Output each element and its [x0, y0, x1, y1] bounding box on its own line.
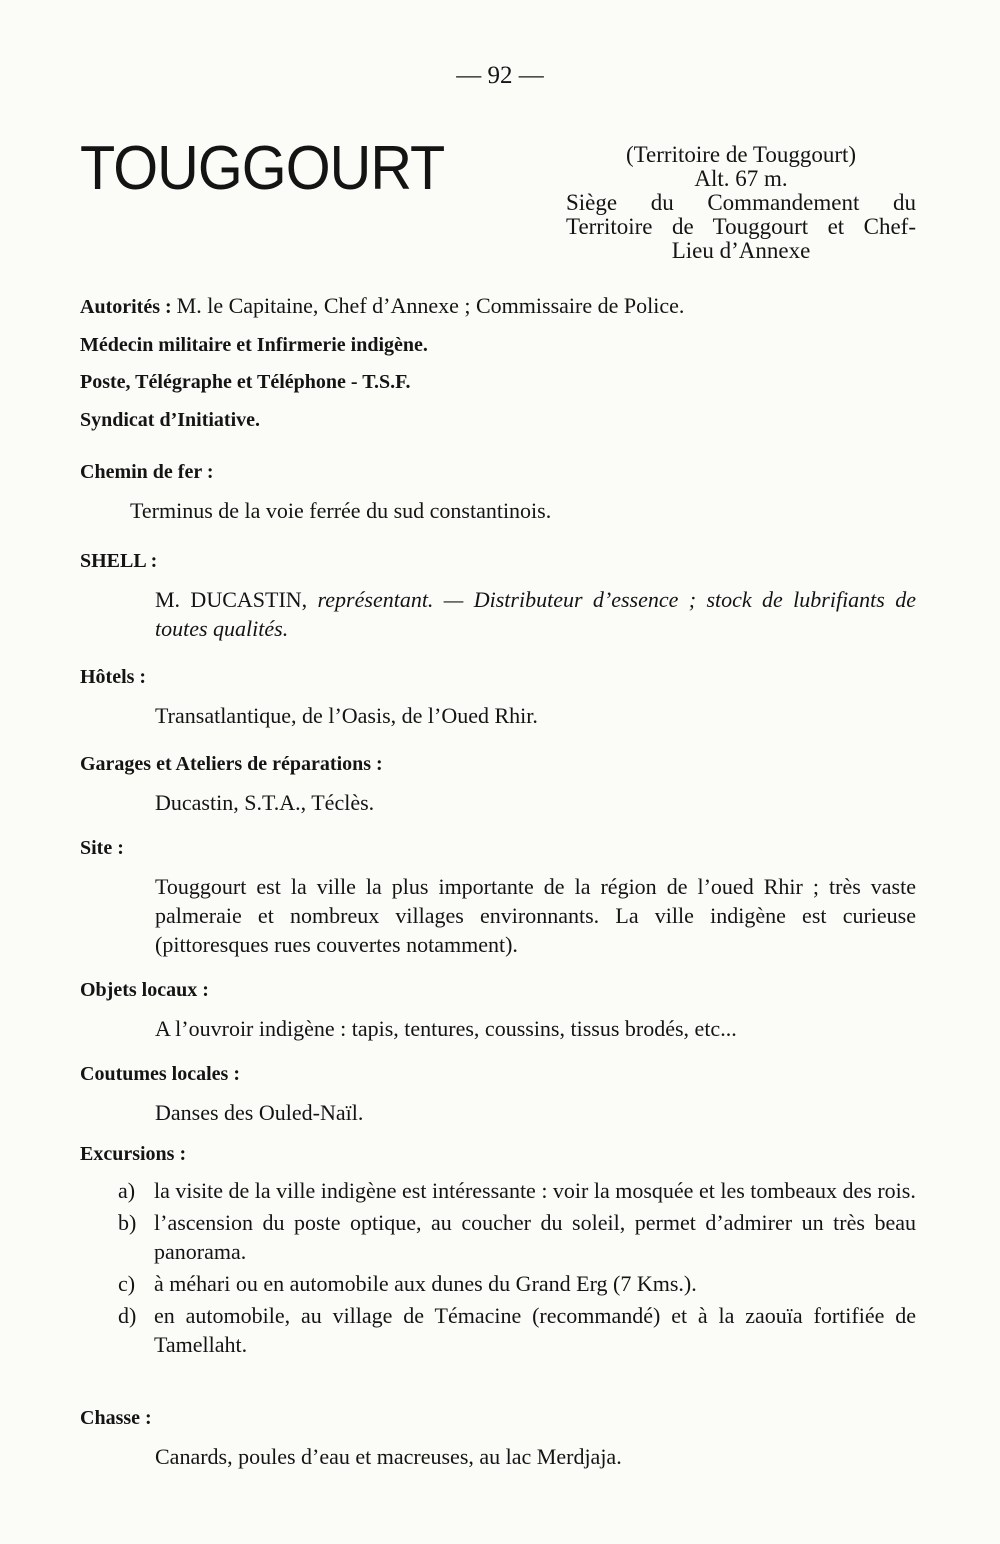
- hotels-section: [80, 665, 916, 730]
- list-item-text: à méhari ou en automobile aux dunes du Grand Erg (7 Kms.).: [154, 1271, 697, 1296]
- hunting-text: Canards, poules d’eau et macreuses, au lac Merdjaja.: [155, 1444, 622, 1469]
- authorities-section: [80, 294, 916, 319]
- list-item-key: c): [118, 1271, 136, 1296]
- customs-section: [80, 1062, 916, 1127]
- excursions-section: [80, 1142, 916, 1359]
- list-item-key: b): [118, 1210, 137, 1235]
- list-item: [118, 1301, 916, 1359]
- garages-text: Ducastin, S.T.A., Téclès.: [155, 790, 375, 815]
- shell-section: [80, 549, 916, 643]
- garages-section: [80, 752, 916, 817]
- shell-name: M. DUCASTIN,: [155, 587, 308, 612]
- excursions-list: [80, 1176, 916, 1359]
- list-item: [118, 1208, 916, 1266]
- syndicate-section: [80, 408, 916, 432]
- shell-body: [155, 585, 916, 643]
- list-item-text: en automobile, au village de Témacine (recommandé) et à la zaouïa fortifiée de Tamellaht.: [154, 1303, 916, 1357]
- site-label: Site :: [80, 837, 124, 859]
- seat-line-1: Siège du Commandement du: [566, 190, 916, 215]
- list-item: [118, 1176, 916, 1205]
- post-section: [80, 370, 916, 394]
- garages-label: Garages et Ateliers de réparations :: [80, 753, 383, 775]
- seat-line-3: Lieu d’Annexe: [671, 238, 811, 263]
- excursions-label: Excursions :: [80, 1143, 187, 1165]
- railway-text: Terminus de la voie ferrée du sud constantinois.: [130, 498, 552, 523]
- list-item-text: la visite de la ville indigène est intéressante : voir la mosquée et les tombeaux des rois.: [154, 1178, 916, 1203]
- site-text: Touggourt est la ville la plus importante de la région de l’oued Rhir ; très vaste palmeraie et nombreux villages environnants. La ville indigène est curieuse (pittoresques rues couvertes notamment).: [155, 874, 916, 957]
- territory-line: (Territoire de Touggourt): [625, 142, 857, 167]
- shell-text: représentant. — Distributeur d’essence ; stock de lubrifiants de toutes qualités.: [155, 587, 916, 641]
- objects-label: Objets locaux :: [80, 979, 209, 1001]
- medical-section: [80, 333, 916, 357]
- shell-label: SHELL :: [80, 550, 158, 572]
- syndicate-text: Syndicat d’Initiative.: [80, 409, 261, 431]
- page-number: — 92 —: [456, 62, 544, 89]
- list-item: [118, 1269, 916, 1298]
- objects-section: [80, 978, 916, 1043]
- site-section: [80, 836, 916, 959]
- hotels-label: Hôtels :: [80, 666, 147, 688]
- list-item-key: a): [118, 1178, 136, 1203]
- railway-label: Chemin de fer :: [80, 461, 214, 483]
- header-info: [566, 143, 916, 263]
- page-title: TOUGGOURT: [80, 134, 445, 203]
- customs-text: Danses des Ouled-Naïl.: [155, 1100, 364, 1125]
- seat-line-2: Territoire de Touggourt et Chef-: [566, 214, 916, 239]
- post-text: Poste, Télégraphe et Téléphone - T.S.F.: [80, 371, 411, 393]
- medical-text: Médecin militaire et Infirmerie indigène.: [80, 334, 428, 356]
- railway-section: [80, 460, 916, 525]
- hunting-section: [80, 1406, 916, 1471]
- list-item-key: d): [118, 1303, 137, 1328]
- hotels-text: Transatlantique, de l’Oasis, de l’Oued Rhir.: [155, 703, 538, 728]
- hunting-label: Chasse :: [80, 1407, 152, 1429]
- authorities-text: M. le Capitaine, Chef d’Annexe ; Commissaire de Police.: [176, 293, 685, 318]
- altitude-line: Alt. 67 m.: [694, 166, 788, 191]
- list-item-text: l’ascension du poste optique, au coucher du soleil, permet d’admirer un très beau panorama.: [154, 1210, 916, 1264]
- objects-text: A l’ouvroir indigène : tapis, tentures, coussins, tissus brodés, etc...: [155, 1016, 737, 1041]
- customs-label: Coutumes locales :: [80, 1063, 240, 1085]
- authorities-label: Autorités :: [80, 296, 172, 318]
